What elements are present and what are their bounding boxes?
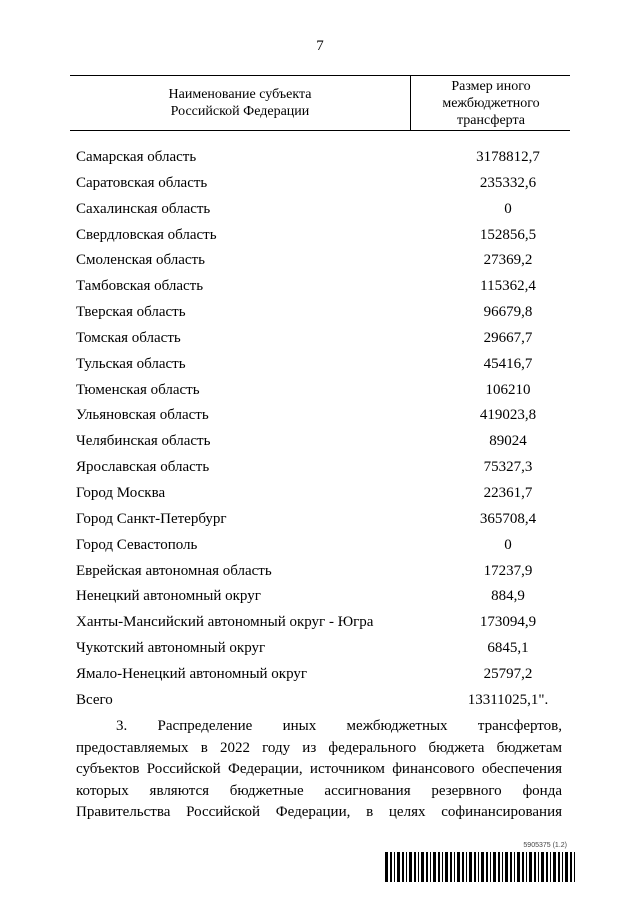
subject-name: Тульская область bbox=[76, 355, 186, 372]
transfer-amount: 6845,1 bbox=[487, 640, 529, 657]
transfer-amount: 17237,9 bbox=[483, 562, 533, 579]
paragraph-line: субъектов Российской Федерации, источником финансового обеспечения bbox=[76, 761, 562, 777]
document-stamp bbox=[385, 842, 577, 890]
paragraph-line: Правительства Российской Федерации, в целях софинансирования bbox=[76, 804, 562, 820]
subject-name: Город Севастополь bbox=[76, 536, 198, 553]
transfer-amount: 0 bbox=[504, 200, 512, 217]
table-row bbox=[76, 171, 570, 197]
subject-name: Тверская область bbox=[76, 304, 186, 321]
transfer-amount: 13311025,1". bbox=[467, 691, 549, 708]
table-row bbox=[76, 429, 570, 455]
table-row bbox=[76, 533, 570, 559]
table-row bbox=[76, 610, 570, 636]
table-row bbox=[76, 274, 570, 300]
column-header-amount-cell bbox=[410, 76, 571, 130]
transfer-amount: 106210 bbox=[485, 381, 531, 398]
body-paragraph bbox=[76, 716, 562, 824]
stamp-code: 5905375 (1.2) bbox=[523, 842, 567, 849]
transfer-amount: 45416,7 bbox=[483, 355, 533, 372]
transfer-amount: 27369,2 bbox=[483, 252, 533, 269]
subject-name: Сахалинская область bbox=[76, 200, 211, 217]
table-row bbox=[76, 352, 570, 378]
subject-name: Город Москва bbox=[76, 484, 166, 501]
subject-name: Всего bbox=[76, 691, 113, 708]
column-header-name-cell bbox=[70, 76, 410, 130]
subject-name: Смоленская область bbox=[76, 252, 205, 269]
subject-name: Томская область bbox=[76, 329, 181, 346]
column-header-amount: Размер иного межбюджетного трансферта bbox=[442, 78, 540, 128]
subject-name: Челябинская область bbox=[76, 433, 211, 450]
paragraph-line: которых являются бюджетные ассигнования резервного фонда bbox=[76, 782, 562, 799]
subject-name: Город Санкт-Петербург bbox=[76, 510, 227, 527]
transfer-amount: 89024 bbox=[489, 433, 527, 450]
transfer-amount: 3178812,7 bbox=[476, 149, 540, 165]
subject-name: Саратовская область bbox=[76, 174, 208, 191]
page-number: 7 bbox=[316, 38, 324, 54]
subject-name: Чукотский автономный округ bbox=[76, 640, 266, 657]
table-header bbox=[70, 75, 570, 131]
table-row bbox=[76, 559, 570, 585]
table-row bbox=[76, 378, 570, 404]
table-row bbox=[76, 248, 570, 274]
column-header-name: Наименование субъекта Российской Федерации bbox=[168, 87, 312, 119]
subject-name: Еврейская автономная область bbox=[76, 562, 272, 579]
table-row bbox=[76, 662, 570, 688]
transfer-amount: 25797,2 bbox=[483, 665, 533, 682]
table-row bbox=[76, 507, 570, 533]
table-row bbox=[76, 326, 570, 352]
table-body bbox=[76, 145, 570, 714]
subject-name: Свердловская область bbox=[76, 226, 217, 243]
subject-name: Ямало-Ненецкий автономный округ bbox=[76, 665, 308, 682]
table-row bbox=[76, 636, 570, 662]
transfer-amount: 235332,6 bbox=[479, 174, 537, 191]
subject-name: Самарская область bbox=[76, 149, 197, 165]
transfer-amount: 75327,3 bbox=[483, 459, 533, 476]
barcode bbox=[385, 852, 577, 882]
transfer-amount: 22361,7 bbox=[483, 484, 533, 501]
table-row bbox=[76, 688, 570, 714]
transfer-amount: 884,9 bbox=[491, 588, 525, 605]
table-row bbox=[76, 300, 570, 326]
transfer-amount: 365708,4 bbox=[479, 510, 537, 527]
paragraph-line: предоставляемых в 2022 году из федерального бюджета бюджетам bbox=[76, 739, 562, 756]
table-row bbox=[76, 584, 570, 610]
subject-name: Ульяновская область bbox=[76, 407, 209, 424]
transfer-amount: 29667,7 bbox=[483, 329, 533, 346]
transfer-amount: 152856,5 bbox=[479, 226, 537, 243]
transfer-amount: 0 bbox=[504, 536, 512, 553]
transfer-amount: 173094,9 bbox=[479, 614, 537, 631]
paragraph-line: 3. Распределение иных межбюджетных трансфертов, bbox=[116, 718, 562, 734]
subject-name: Ненецкий автономный округ bbox=[76, 588, 261, 605]
subject-name: Ярославская область bbox=[76, 459, 210, 476]
table-row bbox=[76, 403, 570, 429]
transfer-amount: 115362,4 bbox=[480, 278, 536, 295]
subject-name: Ханты-Мансийский автономный округ - Югра bbox=[76, 614, 374, 631]
table-row bbox=[76, 481, 570, 507]
transfer-amount: 419023,8 bbox=[479, 407, 537, 424]
table-row bbox=[76, 145, 570, 171]
subject-name: Тамбовская область bbox=[76, 278, 204, 295]
subject-name: Тюменская область bbox=[76, 381, 200, 398]
transfer-amount: 96679,8 bbox=[483, 304, 533, 321]
table-row bbox=[76, 455, 570, 481]
table-row bbox=[76, 223, 570, 249]
table-row bbox=[76, 197, 570, 223]
